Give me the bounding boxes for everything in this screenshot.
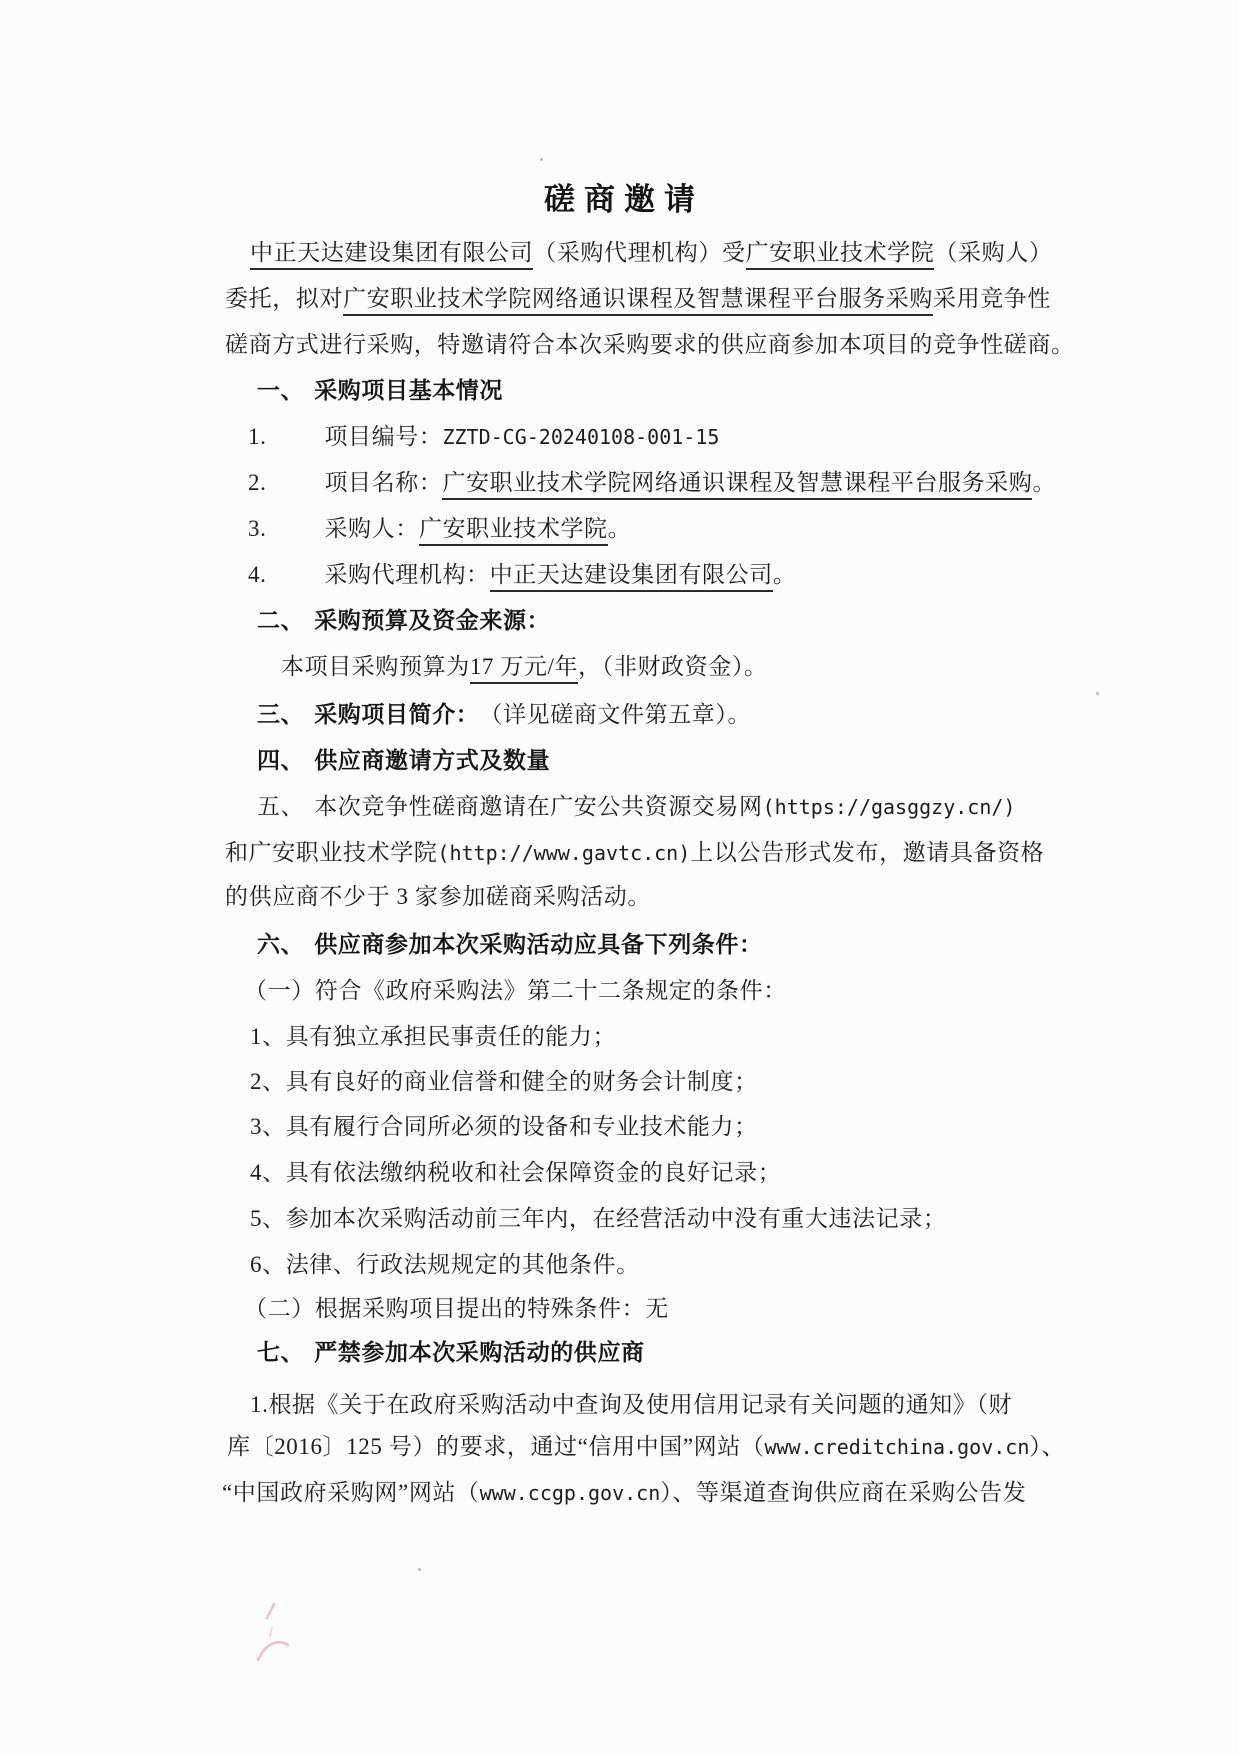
budget-line — [281, 651, 768, 684]
text-segment: 供应商参加本次采购活动应具备下列条件： — [314, 932, 763, 957]
text-segment: 广安职业技术学院 — [746, 237, 935, 270]
text-segment: 一、 — [257, 378, 305, 403]
text-segment: 4. — [248, 562, 267, 587]
text-segment: 六、 — [257, 932, 305, 957]
text-segment: 广安职业技术学院网络通识课程及智慧课程平台服务采购 — [442, 467, 1032, 500]
text-segment: 。 — [772, 562, 797, 587]
text-segment: 采购人： — [324, 516, 419, 541]
scan-noise-speck — [540, 158, 543, 161]
text-segment: （二）根据采购项目提出的特殊条件：无 — [244, 1296, 669, 1321]
text-segment: (https://gasggzy.cn/) — [762, 795, 1016, 819]
text-segment: 七、 — [257, 1340, 305, 1365]
condition-part-1 — [244, 975, 787, 1006]
text-segment: ，（非财政资金）。 — [578, 654, 768, 679]
text-segment: ZZTD-CG-20240108-001-15 — [442, 425, 720, 449]
condition-part-2 — [244, 1293, 669, 1324]
text-segment: 的供应商不少于 3 家参加磋商采购活动。 — [225, 884, 651, 909]
text-segment: 四、 — [257, 748, 305, 773]
text-segment: 3、具有履行合同所必须的设备和专业技术能力； — [250, 1114, 758, 1139]
text-segment: 采购代理机构： — [324, 562, 490, 587]
text-segment: www.creditchina.gov.cn — [764, 1435, 1030, 1459]
text-segment: ）、等渠道查询供应商在采购公告发 — [660, 1480, 1027, 1505]
text-segment: 项目编号： — [324, 424, 443, 449]
section-6-heading — [257, 929, 763, 960]
text-segment: 库〔2016〕125 号）的要求，通过“信用中国”网站（ — [227, 1434, 765, 1459]
text-segment: (http://www.gavtc.cn) — [437, 841, 691, 865]
section-7-line-1 — [250, 1389, 1012, 1420]
condition-3 — [250, 1111, 758, 1142]
text-segment: 6、法律、行政法规规定的其他条件。 — [250, 1252, 640, 1277]
text-segment: 采购预算及资金来源： — [314, 608, 551, 633]
text-segment: 4、具有依法缴纳税收和社会保障资金的良好记录； — [250, 1160, 782, 1185]
condition-6 — [250, 1249, 640, 1280]
section-4-heading — [257, 745, 550, 776]
text-segment: 采购项目简介： — [314, 702, 480, 727]
condition-4 — [250, 1157, 781, 1188]
condition-5 — [250, 1203, 947, 1234]
section-5-line-1 — [257, 791, 1015, 823]
scan-noise-speck — [418, 1568, 421, 1571]
text-segment: 1、具有独立承担民事责任的能力； — [250, 1024, 617, 1049]
section-5-line-2 — [225, 837, 1044, 869]
text-segment: 中正天达建设集团有限公司 — [490, 559, 773, 592]
text-segment: 1. — [248, 424, 267, 449]
text-segment: 本项目采购预算为 — [281, 654, 470, 679]
text-segment: 中正天达建设集团有限公司 — [250, 237, 533, 270]
section-7-line-2 — [227, 1431, 1065, 1463]
text-segment: 2. — [248, 470, 267, 495]
text-segment: “中国政府采购网”网站（ — [222, 1480, 480, 1505]
condition-1 — [250, 1021, 616, 1052]
text-segment: 二、 — [257, 608, 305, 633]
text-segment: 磋商方式进行采购，特邀请符合本次采购要求的供应商参加本项目的竞争性磋商。 — [225, 332, 1075, 357]
item-project-name — [248, 467, 1056, 500]
text-segment: 广安职业技术学院 — [419, 513, 608, 546]
footer — [0, 1660, 1239, 1754]
scan-noise-speck — [1096, 692, 1099, 695]
text-segment: 。 — [1032, 470, 1057, 495]
text-segment: 上以公告形式发布，邀请具备资格 — [690, 840, 1045, 865]
section-3-heading — [257, 699, 751, 730]
intro-line-1 — [250, 237, 1052, 270]
text-segment: 17 万元/年 — [470, 651, 578, 684]
text-segment: 本次竞争性磋商邀请在广安公共资源交易网 — [314, 794, 763, 819]
text-segment: （一）符合《政府采购法》第二十二条规定的条件： — [244, 978, 787, 1003]
text-segment: 5、参加本次采购活动前三年内，在经营活动中没有重大违法记录； — [250, 1206, 947, 1231]
text-segment: ）、 — [1029, 1434, 1066, 1459]
text-segment: 广安职业技术学院网络通识课程及智慧课程平台服务采购 — [343, 283, 933, 316]
item-purchaser — [248, 513, 631, 546]
text-segment: 项目名称： — [324, 470, 443, 495]
section-5-line-3 — [225, 881, 651, 912]
text-segment: 三、 — [257, 702, 305, 727]
text-segment: www.ccgp.gov.cn — [479, 1481, 661, 1505]
scan-artifact-mark — [252, 1598, 298, 1668]
text-segment: （采购代理机构）受 — [533, 240, 746, 265]
section-7-line-3 — [222, 1477, 1026, 1509]
text-segment: （详见磋商文件第五章）。 — [479, 702, 752, 727]
intro-line-3 — [225, 329, 1075, 360]
text-segment: （采购人） — [934, 240, 1053, 265]
section-2-heading — [257, 605, 550, 636]
item-project-number — [248, 421, 719, 453]
text-segment: 和广安职业技术学院 — [225, 840, 438, 865]
text-segment: 1.根据《关于在政府采购活动中查询及使用信用记录有关问题的通知》（财 — [250, 1392, 1013, 1417]
text-segment: 采用竞争性 — [933, 286, 1051, 311]
item-agency — [248, 559, 796, 592]
text-segment: 。 — [607, 516, 632, 541]
text-segment: 五、 — [257, 794, 305, 819]
text-segment: 供应商邀请方式及数量 — [314, 748, 551, 773]
page-title: 磋商邀请 — [544, 182, 704, 217]
intro-line-2 — [225, 283, 1051, 316]
condition-2 — [250, 1066, 758, 1097]
text-segment: 采购项目基本情况 — [314, 378, 504, 403]
section-1-heading — [257, 375, 503, 406]
text-segment: 3. — [248, 516, 267, 541]
text-segment: 严禁参加本次采购活动的供应商 — [314, 1340, 645, 1365]
text-segment: 2、具有良好的商业信誉和健全的财务会计制度； — [250, 1069, 758, 1094]
section-7-heading — [257, 1337, 645, 1368]
text-segment: 委托，拟对 — [225, 286, 343, 311]
